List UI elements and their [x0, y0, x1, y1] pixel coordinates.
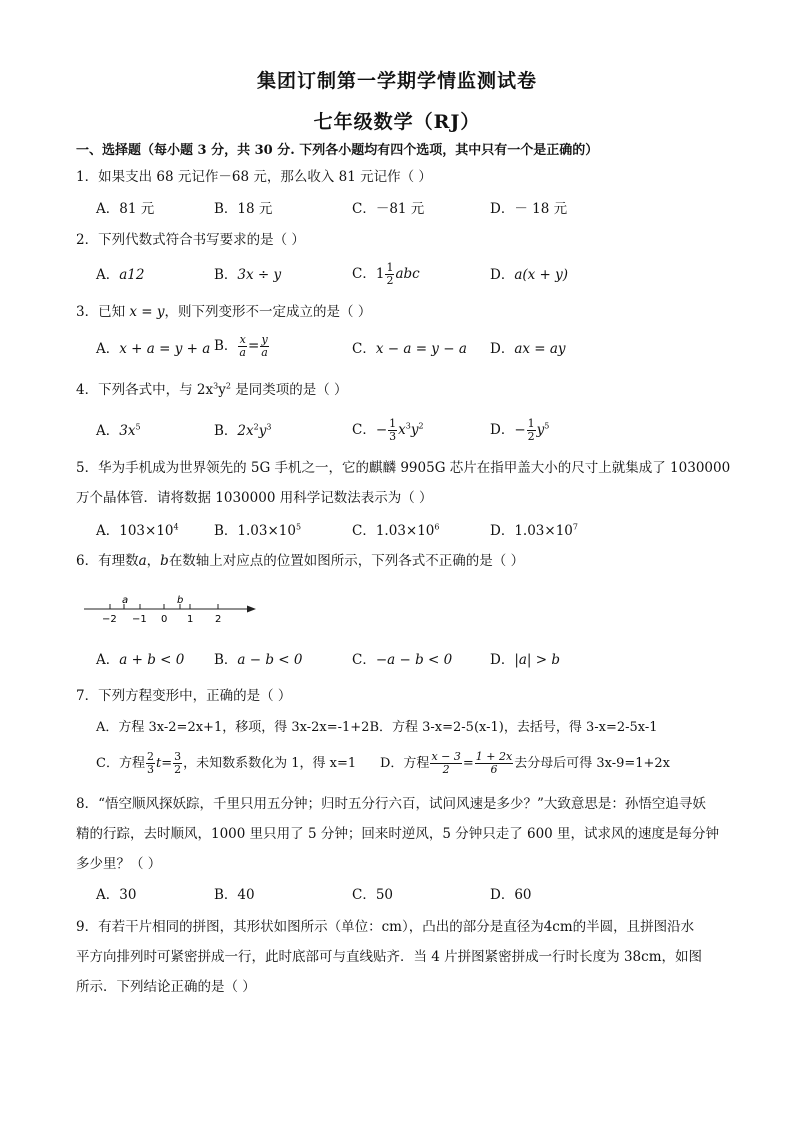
- q3-option-d-label: D．: [490, 341, 515, 357]
- q1-option-b: B．18 元: [214, 201, 273, 217]
- q5-option-c-base: 1.03×10: [375, 523, 435, 539]
- q6-stem-pre: 6．有理数: [76, 553, 139, 569]
- q3-option-a: [96, 340, 210, 358]
- q7-option-c-eq: =: [161, 756, 173, 771]
- q4-option-d-base: y: [536, 422, 545, 438]
- q1-stem: 1．如果支出 68 元记作－68 元，那么收入 81 元记作（ ）: [76, 169, 432, 185]
- q6-option-a-label: A．: [96, 652, 120, 668]
- q7-option-c-frac1: $\frac{2}{3}$: [146, 750, 154, 776]
- q8-stem-line3: 多少里？（ ）: [76, 856, 162, 872]
- q4-option-a-base: 3x: [119, 423, 136, 439]
- q6-option-b-label: B．: [214, 652, 238, 668]
- q8-option-c: C．50: [352, 887, 394, 903]
- q1-option-c: C．－81 元: [352, 201, 425, 217]
- q7-option-d-post: 去分母后可得 3x-9=1+2x: [514, 756, 671, 771]
- q5-option-d-exp: 7: [572, 522, 578, 532]
- q1-option-a: A．81 元: [96, 201, 155, 217]
- q6-option-c: [352, 651, 452, 669]
- q4-option-c-fraction: $\frac{1}{3}$: [389, 417, 397, 443]
- number-line-figure: [84, 595, 264, 631]
- q6-option-c-math: −a − b < 0: [375, 652, 453, 668]
- q7-options-a-b: A．方程 3x-2=2x+1，移项，得 3x-2x=-1+2B．方程 3-x=2-5(x-1)，去括号，得 3-x=2-5x-1: [96, 720, 658, 735]
- q4-option-c-base1: x: [398, 422, 406, 438]
- q6-option-a-math: a + b < 0: [119, 652, 185, 668]
- q4-stem-pre: 4．下列各式中，与 2x: [76, 382, 214, 398]
- q5-stem-line1: 5．华为手机成为世界领先的 5G 手机之一，它的麒麟 9905G 芯片在指甲盖大小的尺寸上就集成了 1030000: [76, 460, 731, 476]
- q2-option-c: [352, 262, 420, 287]
- q5-option-d: [490, 522, 578, 540]
- point-b-label: b: [177, 595, 184, 606]
- q3-stem-post: ，则下列变形不一定成立的是（ ）: [164, 304, 372, 320]
- q4-option-d-exp: 5: [544, 421, 550, 431]
- q5-option-d-base: 1.03×10: [514, 523, 573, 539]
- tick-label: 0: [161, 614, 168, 625]
- q3-option-c: [352, 340, 467, 358]
- q5-option-a-exp: 4: [173, 522, 179, 532]
- q4-stem: [76, 381, 348, 399]
- q7-option-c-post: ，未知数系数化为 1，得 x=1: [183, 756, 357, 771]
- q7-option-d-pre: D．方程: [380, 756, 430, 771]
- q4-option-b: [214, 422, 271, 440]
- q2-option-b-label: B．: [214, 267, 238, 283]
- q2-option-c-label: C．: [352, 266, 376, 282]
- q5-option-c-label: C．: [352, 523, 376, 539]
- q4-option-a-exp: 5: [135, 422, 141, 432]
- q4-option-d: [490, 418, 549, 443]
- q7-option-d-frac2: $\frac{1 + 2x}{6}$: [475, 750, 513, 776]
- q5-option-a-base: 103×10: [119, 523, 174, 539]
- q9-stem-line1: 9．有若干片相同的拼图，其形状如图所示（单位：cm），凸出的部分是直径为4cm的半圆，且拼图沿水: [76, 919, 695, 935]
- tick-label: 1: [187, 614, 194, 625]
- q4-option-d-label: D．: [490, 422, 515, 438]
- q3-option-c-math: x − a = y − a: [375, 341, 467, 357]
- q3-option-b-frac2: $\frac{y}{a}$: [261, 333, 268, 359]
- q6-stem-comma: ，: [146, 553, 161, 569]
- q2-stem: 2．下列代数式符合书写要求的是（ ）: [76, 232, 305, 248]
- q6-option-b-math: a − b < 0: [237, 652, 303, 668]
- exam-title: 集团订制第一学期学情监测试卷: [256, 70, 537, 92]
- section-heading: 一、选择题（每小题 3 分，共 30 分. 下列各小题均有四个选项，其中只有一个是正确的）: [76, 143, 599, 158]
- q4-option-c: [352, 418, 424, 443]
- q4-stem-exp2: 2: [225, 381, 231, 391]
- q4-stem-post: 是同类项的是（ ）: [230, 382, 348, 398]
- q7-option-c-pre: C．方程: [96, 756, 145, 771]
- q3-option-b-label: B．: [214, 338, 238, 354]
- q6-stem-post: 在数轴上对应点的位置如图所示，下列各式不正确的是（ ）: [168, 553, 525, 569]
- q7-option-d-eq: =: [462, 756, 474, 771]
- q4-option-b-base1: 2x: [237, 423, 254, 439]
- q4-option-c-label: C．: [352, 422, 376, 438]
- q5-option-a: [96, 522, 179, 540]
- q4-option-d-fraction: $\frac{1}{2}$: [527, 417, 535, 443]
- q6-option-a: [96, 651, 184, 669]
- exam-subtitle: 七年级数学（RJ）: [313, 111, 481, 133]
- q5-stem-line2: 万个晶体管．请将数据 1030000 用科学记数法表示为（ ）: [76, 490, 433, 506]
- q2-option-c-tail: abc: [395, 266, 420, 282]
- tick-label: 2: [215, 614, 222, 625]
- q4-option-b-exp2: 3: [266, 422, 272, 432]
- q6-stem-b: b: [160, 553, 169, 569]
- q7-option-d-frac1: $\frac{x - 3}{2}$: [431, 750, 461, 776]
- q2-option-a-math: a12: [119, 267, 145, 283]
- q8-stem-line2: 精的行踪，去时顺风，1000 里只用了 5 分钟；回来时逆风，5 分钟只走了 600 里，试求风的速度是每分钟: [76, 826, 720, 842]
- q9-stem-line3: 所示．下列结论正确的是（ ）: [76, 979, 256, 995]
- q3-option-a-label: A．: [96, 341, 120, 357]
- q6-option-d: [490, 651, 560, 669]
- q3-option-b-frac1: $\frac{x}{a}$: [239, 333, 246, 359]
- q2-option-a-label: A．: [96, 267, 120, 283]
- q2-option-d-math: a(x + y): [514, 267, 569, 283]
- tick-label: −1: [132, 614, 147, 625]
- q8-stem-line1: 8．“悟空顺风探妖踪，千里只用五分钟；归时五分行六百，试问风速是多少？”大致意思是：孙悟空追寻妖: [76, 796, 706, 812]
- q8-option-a: A．30: [96, 887, 137, 903]
- q2-option-c-fraction: $\frac{1}{2}$: [386, 261, 394, 287]
- q4-option-a: [96, 422, 141, 440]
- q4-option-c-base2: y: [410, 422, 419, 438]
- q4-option-a-label: A．: [96, 423, 120, 439]
- q6-option-d-label: D．: [490, 652, 515, 668]
- tick-label: −2: [102, 614, 117, 625]
- q4-stem-mid: y: [218, 382, 226, 398]
- q3-stem: [76, 303, 371, 321]
- q3-option-d-math: ax = ay: [514, 341, 566, 357]
- number-line-arrow: [247, 606, 256, 613]
- q2-option-d: [490, 266, 568, 284]
- q4-stem-exp1: 3: [213, 381, 219, 391]
- q3-option-b: [214, 334, 270, 359]
- q2-option-d-label: D．: [490, 267, 515, 283]
- point-a-label: a: [122, 595, 129, 606]
- q2-option-b-math: 3x ÷ y: [237, 267, 282, 283]
- q3-stem-pre: 3．已知: [76, 304, 126, 320]
- q4-option-d-sign: −: [514, 422, 526, 438]
- q9-stem-line2: 平方向排列时可紧密拼成一行，此时底部可与直线贴齐．当 4 片拼图紧密拼成一行时长度为 38cm，如图: [76, 949, 703, 965]
- q4-option-c-sign: −: [375, 422, 388, 438]
- q5-option-a-label: A．: [96, 523, 120, 539]
- q2-option-b: [214, 266, 281, 284]
- q4-option-b-base2: y: [258, 423, 267, 439]
- q6-stem: [76, 552, 524, 570]
- q2-option-c-whole: 1: [375, 266, 385, 282]
- q5-option-b: [214, 522, 301, 540]
- q3-stem-math: x = y: [129, 304, 165, 320]
- q8-option-d: D．60: [490, 887, 532, 903]
- q5-option-d-label: D．: [490, 523, 515, 539]
- q5-option-b-label: B．: [214, 523, 238, 539]
- q8-option-b: B．40: [214, 887, 255, 903]
- q7-option-c-frac2: $\frac{3}{2}$: [174, 750, 182, 776]
- q6-option-d-math: |a| > b: [514, 652, 561, 668]
- q5-option-b-exp: 5: [295, 522, 302, 532]
- q6-stem-a: a: [138, 553, 147, 569]
- q4-option-c-exp2: 2: [418, 421, 424, 431]
- q4-option-c-exp1: 3: [405, 421, 411, 431]
- q1-option-d: D．－ 18 元: [490, 201, 568, 217]
- q5-option-b-base: 1.03×10: [237, 523, 296, 539]
- q5-option-c: [352, 522, 440, 540]
- q7-option-d: [380, 751, 670, 776]
- q3-option-b-eq: =: [247, 338, 260, 354]
- q7-option-c: [96, 751, 356, 776]
- q6-option-b: [214, 651, 303, 669]
- q4-option-b-label: B．: [214, 423, 238, 439]
- q7-stem: 7．下列方程变形中，正确的是（ ）: [76, 688, 292, 704]
- q6-option-c-label: C．: [352, 652, 376, 668]
- q3-option-a-math: x + a = y + a: [119, 341, 211, 357]
- q4-option-b-exp1: 2: [253, 422, 259, 432]
- q3-option-d: [490, 340, 566, 358]
- q3-option-c-label: C．: [352, 341, 376, 357]
- q5-option-c-exp: 6: [434, 522, 440, 532]
- q7-option-c-var: t: [155, 756, 162, 771]
- q2-option-a: [96, 266, 144, 284]
